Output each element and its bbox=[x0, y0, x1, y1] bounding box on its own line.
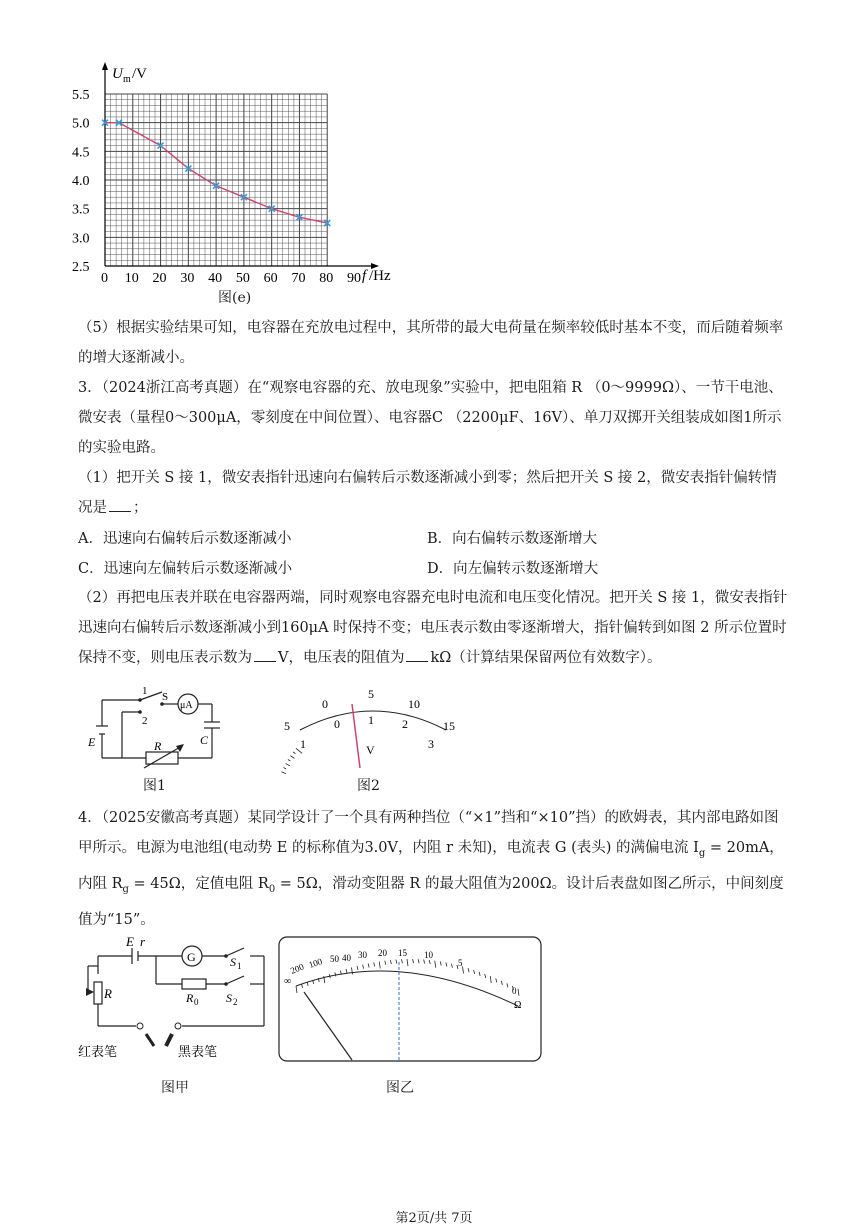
q3-resistance-blank[interactable] bbox=[406, 647, 428, 662]
jia-label-s1: S bbox=[230, 955, 236, 969]
fig1-label-1: 1 bbox=[142, 685, 148, 697]
x-tick-label: 10 bbox=[124, 271, 139, 286]
q3-part2-text-b: V，电压表的阻值为 bbox=[278, 650, 405, 666]
yi-scale-15: 15 bbox=[398, 948, 407, 958]
figure-1-circuit bbox=[82, 682, 232, 770]
fig2-unit: V bbox=[366, 743, 375, 757]
q3-stem: 3．（2024浙江高考真题）在“观察电容器的充、放电现象”实验中，把电阻箱 R （0～9999Ω）、一节干电池、微安表（量程0～300μA，零刻度在中间位置）、电容器C （2200μF、16V）、单刀双掷开关组装成如图1所示的实验电路。 bbox=[78, 380, 783, 456]
x-tick-label: 60 bbox=[263, 271, 278, 286]
fig2-lower-0: 0 bbox=[334, 717, 340, 731]
page-footer: 第2页/共 7页 bbox=[395, 1211, 473, 1226]
y-axis-label: U bbox=[112, 66, 123, 82]
x-tick-label: 30 bbox=[180, 271, 195, 286]
fig2-lower-3: 3 bbox=[428, 737, 434, 751]
y-tick-label: 5.0 bbox=[72, 116, 90, 132]
jia-label-r: r bbox=[140, 934, 146, 949]
q4-stem-c: = 5Ω，滑动变阻器 R 的最大阻值为200Ω。设计后表盘如图乙所示，中间刻度值为“15”。 bbox=[78, 875, 784, 928]
fig2-upper-15: 15 bbox=[443, 719, 455, 733]
jia-label-r0-sub: 0 bbox=[194, 997, 199, 1007]
fig1-label-ua: μA bbox=[180, 700, 193, 711]
y-axis-sub: m bbox=[123, 74, 131, 85]
q2-part5-text: （5）根据实验结果可知，电容器在充放电过程中，其所带的最大电荷量在频率较低时基本不变，而后随着频率的增大逐渐减小。 bbox=[78, 320, 784, 366]
jia-label-s1-sub: 1 bbox=[237, 961, 242, 971]
jia-label-e: E bbox=[126, 934, 134, 949]
y-tick-label: 5.5 bbox=[72, 88, 90, 103]
fig2-pointer bbox=[352, 704, 360, 768]
x-tick-label: 70 bbox=[291, 271, 306, 286]
fig2-lower-1: 1 bbox=[368, 713, 374, 727]
jia-label-rvar: R bbox=[104, 986, 112, 1001]
yi-scale-20: 20 bbox=[378, 948, 387, 958]
figure-yi-dial bbox=[278, 936, 542, 1062]
x-tick-label: 20 bbox=[152, 271, 167, 286]
fig2-upper-5: 5 bbox=[368, 687, 374, 701]
yi-scale-50: 50 bbox=[330, 954, 339, 964]
y-axis-unit: /V bbox=[132, 66, 147, 82]
figure-2-voltmeter bbox=[278, 682, 468, 774]
fig1-label-2: 2 bbox=[142, 715, 148, 727]
q3-part2-text-c: kΩ（计算结果保留两位有效数字）。 bbox=[430, 650, 662, 666]
figure-jia-caption: 图甲 bbox=[161, 1080, 189, 1096]
fig2-upper-10: 10 bbox=[408, 697, 420, 711]
jia-label-black-probe: 黑表笔 bbox=[178, 1044, 218, 1059]
q3-part2-text-a: （2）再把电压表并联在电容器两端，同时观察电容器充电时电流和电压变化情况。把开关 S 接 1，微安表指针迅速向右偏转后示数逐渐减小到160μA 时保持不变；电压表示数由零逐渐增大，指针偏转到如图 2 所示位置时保持不变，则电压表示数为 bbox=[78, 590, 788, 666]
q4-sub-g2: g bbox=[122, 883, 129, 895]
jia-label-s2-sub: 2 bbox=[233, 997, 238, 1007]
yi-scale-0: 0 bbox=[512, 986, 517, 996]
jia-label-g: G bbox=[187, 950, 196, 964]
x-tick-label: 80 bbox=[319, 271, 334, 286]
q3-option-d[interactable]: D．向左偏转示数逐渐增大 bbox=[427, 561, 599, 577]
x-tick-label: 40 bbox=[208, 271, 223, 286]
q3-part1 bbox=[78, 463, 790, 523]
fig2-lower-2: 2 bbox=[402, 717, 408, 731]
y-tick-label: 2.5 bbox=[72, 260, 90, 275]
q4-sub-0: 0 bbox=[268, 883, 276, 895]
fig1-label-c: C bbox=[200, 733, 209, 747]
x-axis-unit: /Hz bbox=[369, 268, 391, 284]
q4-sub-g: g bbox=[698, 847, 706, 859]
figure-yi-caption: 图乙 bbox=[386, 1080, 414, 1096]
q3-part1-blank[interactable] bbox=[109, 497, 131, 512]
q4-stem-a: 4．（2025安徽高考真题）某同学设计了一个具有两种挡位（“×1”挡和“×10”挡）的欧姆表，其内部电路如图甲所示。电源为电池组(电动势 E 的标称值为3.0V，内阻 r 未知)，电流表 G (表头) 的满偏电流 I bbox=[78, 810, 779, 856]
figure-e-caption: 图(e) bbox=[218, 290, 252, 306]
x-tick-label: 50 bbox=[235, 271, 250, 286]
x-axis-label: f bbox=[362, 268, 367, 284]
fig2-upper-0: 0 bbox=[322, 697, 328, 711]
q3-option-c[interactable]: C．迅速向左偏转后示数逐渐减小 bbox=[78, 561, 293, 577]
jia-label-red-probe: 红表笔 bbox=[78, 1044, 118, 1059]
y-tick-label: 4.5 bbox=[72, 145, 90, 161]
figure-jia-circuit bbox=[74, 934, 274, 1064]
x-tick-label: 90 bbox=[347, 271, 361, 286]
yi-scale-100: 100 bbox=[307, 956, 324, 970]
yi-scale-30: 30 bbox=[358, 950, 367, 960]
yi-scale-inf: ∞ bbox=[284, 976, 292, 987]
fig1-label-e: E bbox=[88, 735, 96, 749]
yi-scale-200: 200 bbox=[289, 961, 306, 976]
figure-e-chart bbox=[70, 60, 410, 292]
q3-option-a[interactable]: A．迅速向右偏转后示数逐渐减小 bbox=[78, 531, 292, 547]
jia-label-r0: R bbox=[186, 991, 194, 1005]
q3-part1-end: ； bbox=[133, 500, 148, 516]
yi-pointer bbox=[304, 992, 352, 1060]
q3-voltage-blank[interactable] bbox=[254, 647, 276, 662]
x-tick-label: 0 bbox=[101, 271, 108, 286]
q3-part1-text: （1）把开关 S 接 1，微安表指针迅速向右偏转后示数逐渐减小到零；然后把开关 S 接 2，微安表指针偏转情况是 bbox=[78, 470, 777, 516]
yi-scale-40: 40 bbox=[342, 953, 351, 963]
yi-scale-5: 5 bbox=[458, 958, 463, 968]
yi-unit: Ω bbox=[514, 1000, 522, 1011]
y-tick-label: 3.0 bbox=[72, 231, 90, 247]
fig2-left-upper: 5 bbox=[284, 719, 290, 733]
q4-stem bbox=[78, 803, 790, 935]
jia-label-s2: S bbox=[226, 991, 232, 1005]
q4-stem-b2: = 45Ω，定值电阻 R bbox=[128, 875, 269, 892]
figure-1-caption: 图1 bbox=[143, 778, 166, 794]
fig2-left-lower: 1 bbox=[300, 737, 306, 751]
y-tick-label: 4.0 bbox=[72, 174, 90, 189]
q4-stem-b: = 20mA，内阻 R bbox=[78, 840, 784, 892]
q3-part2 bbox=[78, 583, 790, 673]
q3-option-b[interactable]: B．向右偏转示数逐渐增大 bbox=[427, 531, 598, 547]
fig1-label-r: R bbox=[154, 739, 162, 753]
figure-2-caption: 图2 bbox=[357, 778, 380, 794]
y-tick-label: 3.5 bbox=[72, 202, 90, 218]
yi-scale-10: 10 bbox=[424, 950, 433, 960]
fig1-label-s: S bbox=[162, 691, 169, 703]
